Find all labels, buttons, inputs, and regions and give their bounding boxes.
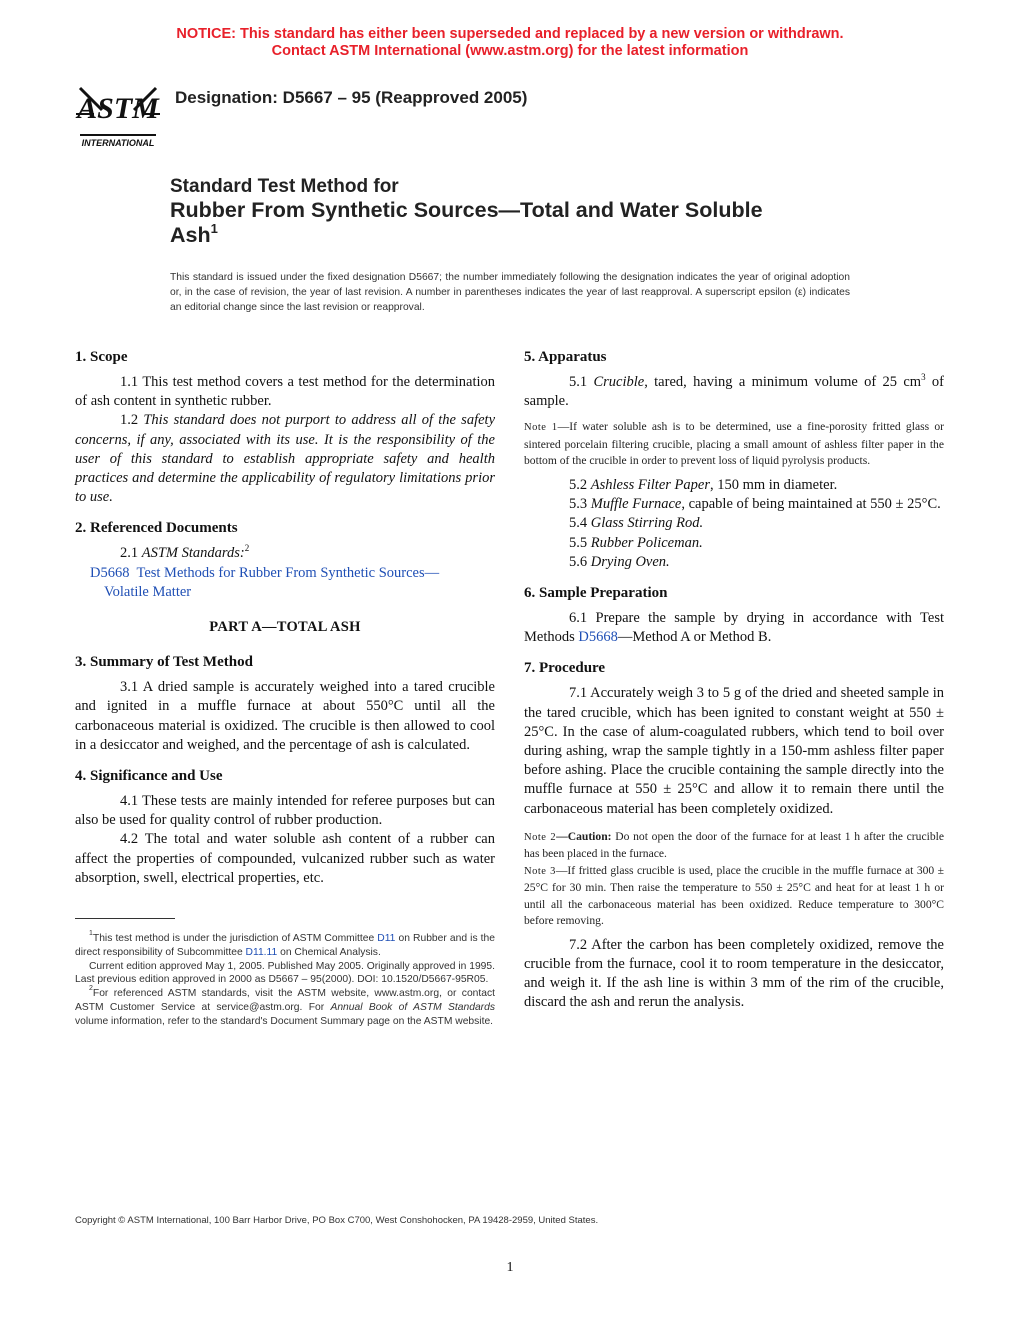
- notice-line-2: Contact ASTM International (www.astm.org) for the latest information: [271, 43, 749, 59]
- reference-item: [90, 564, 495, 602]
- withdrawal-notice: [0, 26, 1020, 60]
- note-label: Note 1: [524, 422, 558, 434]
- right-column: [524, 348, 944, 1025]
- title-line-1: Standard Test Method for: [170, 176, 399, 197]
- reference-link-d5668[interactable]: D5668: [90, 564, 130, 581]
- section-heading: 7. Procedure: [524, 660, 606, 677]
- paragraph: 5.4 Glass Stirring Rod.: [569, 515, 704, 532]
- copyright: Copyright © ASTM International, 100 Barr Harbor Drive, PO Box C700, West Conshohocken, PA 19428-2959, United States.: [75, 1215, 599, 1226]
- footnote-2: $^2$For referenced ASTM standards, visit the ASTM website, www.astm.org, or contact ASTM Customer Service at service@astm.org. For Annual Book of ASTM Standards volume information, refer to the standard's Document Summary page on the ASTM website.: [75, 985, 495, 1027]
- committee-link[interactable]: D11: [377, 933, 396, 944]
- designation: Designation: D5667 – 95 (Reapproved 2005): [175, 88, 528, 107]
- paragraph: 4.1 These tests are mainly intended for referee purposes but can also be used for quality control of rubber production.: [75, 793, 495, 829]
- section-heading: 4. Significance and Use: [75, 768, 223, 785]
- section-apparatus: [524, 348, 944, 572]
- astm-standards-label: ASTM Standards:: [141, 545, 245, 562]
- section-procedure: [524, 659, 944, 1012]
- svg-text:ASTM: ASTM: [77, 92, 159, 125]
- page-number: 1: [506, 1260, 514, 1275]
- section-heading: 5. Apparatus: [524, 349, 607, 365]
- title-footnote-ref: 1: [210, 221, 218, 236]
- paragraph-number: 1.2: [120, 412, 144, 429]
- section-scope: [75, 348, 495, 507]
- astm-logo-icon: [74, 80, 162, 148]
- title-line-3: [170, 223, 870, 248]
- paragraph: [75, 544, 495, 563]
- paragraph-number: 2.1: [120, 545, 142, 562]
- paragraph: 5.2 Ashless Filter Paper, 150 mm in diameter.: [569, 476, 838, 493]
- paragraph: 4.2 The total and water soluble ash content of a rubber can affect the properties of compounded, vulcanized rubber such as water absorption, swell, electrical properties, etc.: [75, 831, 495, 886]
- document-title: [170, 176, 870, 248]
- section-heading: 6. Sample Preparation: [524, 584, 668, 601]
- paragraph: 5.3 Muffle Furnace, capable of being maintained at 550 ± 25°C.: [569, 496, 941, 513]
- subcommittee-link[interactable]: D11.11: [245, 946, 278, 958]
- paragraph: 7.1 Accurately weigh 3 to 5 g of the dried and sheeted sample in the tared crucible, which has been ignited to constant weight at 550 ± 25°C. In the case of alum-coagulated rubbers, which tend to boil over during ashing, wrap the sample tightly in a 150-mm ashless filter paper before ashing. Place the crucible containing the sample directly into the muffle furnace at 550 ± 25°C and allow it to remain there until the carbonaceous material has been completely oxidized.: [524, 685, 944, 817]
- paragraph: 1.1 This test method covers a test method for the determination of ash content in synthetic rubber.: [75, 374, 495, 410]
- footnote-divider: [75, 918, 175, 919]
- section-heading: 1. Scope: [75, 349, 128, 365]
- reference-title-cont[interactable]: Volatile Matter: [104, 583, 192, 600]
- paragraph: [75, 411, 495, 507]
- footnote-1-edition: Current edition approved May 1, 2005. Published May 2005. Originally approved in 1995. Last previous edition approved in 2000 as D5667 – 95(2000). DOI: 10.1520/D5667-95R05.: [75, 960, 495, 986]
- reference-title[interactable]: Test Methods for Rubber From Synthetic Sources—: [136, 564, 440, 581]
- section-referenced-documents: [75, 519, 495, 602]
- footnotes: [75, 932, 495, 1029]
- safety-statement: This standard does not purport to address all of the safety concerns, if any, associated with its use. It is the responsibility of the user of this standard to establish appropriate safety and health practices and determine the applicability of regulatory limitations prior to use.: [75, 412, 495, 506]
- paragraph: 3.1 A dried sample is accurately weighed into a tared crucible and ignited in a muffle furnace at about 550°C until all the carbonaceous material is oxidized. The crucible is then allowed to cool in a desiccator and weighed, and the percentage of ash is calculated.: [75, 679, 495, 753]
- paragraph: 7.2 After the carbon has been completely oxidized, remove the crucible from the furnace, cool it to room temperature in the desiccator, and weigh it. If the ash line is within 3 mm of the rim of the crucible, discard the ash and rerun the analysis.: [524, 936, 944, 1011]
- title-line-2: Rubber From Synthetic Sources—Total and Water Soluble: [170, 198, 763, 222]
- paragraph: 5.5 Rubber Policeman.: [569, 534, 703, 551]
- paragraph: 6.1 Prepare the sample by drying in accordance with Test Methods D5668—Method A or Method B.: [524, 609, 944, 646]
- section-significance: [75, 767, 495, 888]
- reference-link-d5668[interactable]: D5668: [578, 629, 618, 646]
- title-line-3-text: Ash: [170, 223, 211, 247]
- notice-line-1: NOTICE: This standard has either been superseded and replaced by a new version or withdrawn.: [176, 26, 844, 42]
- paragraph: 5.1 Crucible, tared, having a minimum volume of 25 $cm^3$ of sample.: [524, 372, 944, 410]
- section-heading: 2. Referenced Documents: [75, 520, 238, 537]
- astm-logo: [74, 80, 162, 148]
- section-summary: [75, 653, 495, 755]
- note-3: Note 3—If fritted glass crucible is used, place the crucible in the muffle furnace at 300 ± 25°C for 30 min. Then raise the temperature to 550 ± 25°C and heat for at least 1 h or until all the carbonaceous material has been oxidized. Reduce temperature to 300°C before removing.: [524, 863, 944, 928]
- footnote-1: $^1$This test method is under the jurisdiction of ASTM Committee D11 on Rubber and is the direct responsibility of Subcommittee D11.11 on Chemical Analysis.: [75, 930, 495, 958]
- note-1: Note 1—If water soluble ash is to be determined, use a fine-porosity fritted glass or sintered porcelain filtering crucible, placing a small amount of ashless filter paper in the bottom of the crucible in order to prevent loss of liquid pyrolysis products.: [524, 420, 944, 468]
- footnote-ref[interactable]: 2: [244, 543, 250, 554]
- standard-intro: This standard is issued under the fixed designation D5667; the number immediately following the designation indicates the year of original adoption or, in the case of revision, the year of last revision. A number in parentheses indicates the year of last reapproval. A superscript epsilon (ε) indicates an editorial change since the last revision or reapproval.: [170, 272, 850, 313]
- paragraph: 5.6 Drying Oven.: [569, 553, 670, 570]
- left-column: [75, 348, 495, 900]
- svg-text:INTERNATIONAL: INTERNATIONAL: [81, 138, 155, 148]
- section-heading: 3. Summary of Test Method: [75, 654, 253, 671]
- part-a-heading: PART A—TOTAL ASH: [209, 619, 361, 636]
- section-sample-preparation: [524, 584, 944, 647]
- note-2: Note 2—Caution: Do not open the door of the furnace for at least 1 h after the crucible has been placed in the furnace.: [524, 829, 944, 861]
